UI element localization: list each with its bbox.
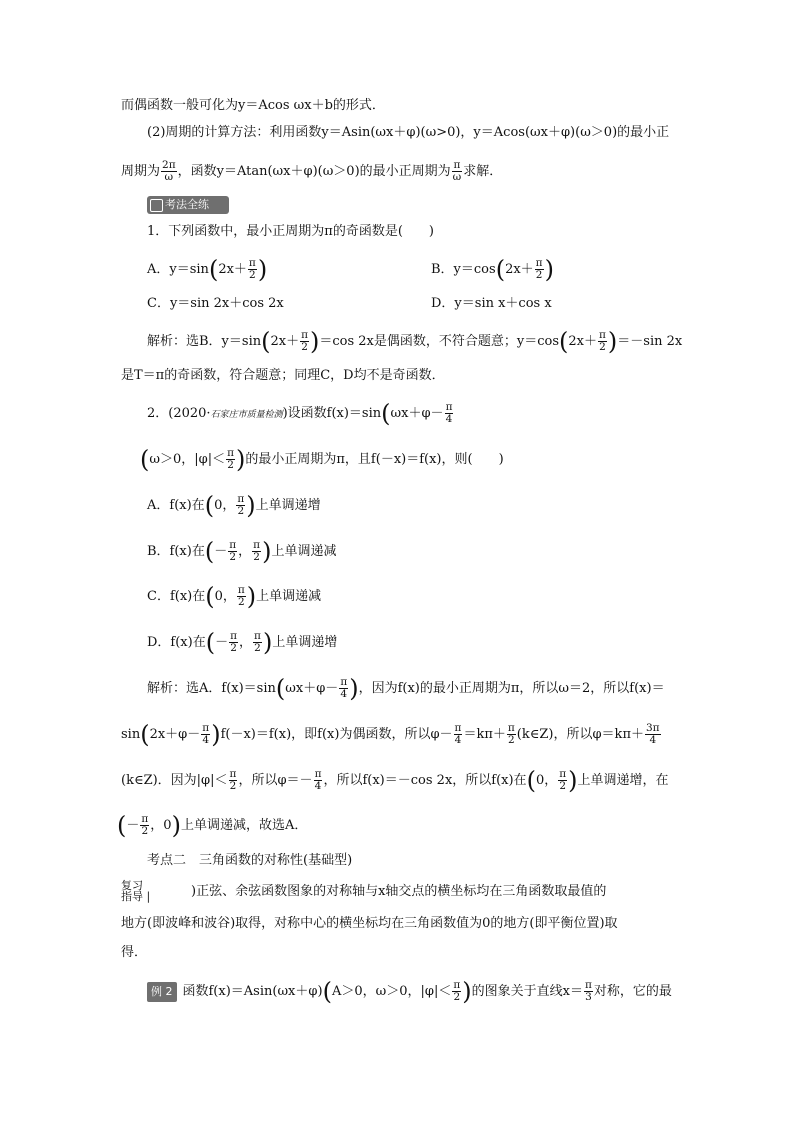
numerator: π (253, 539, 261, 551)
fraction (226, 448, 235, 471)
paren: ( (140, 720, 150, 749)
fraction (598, 330, 607, 353)
fraction (339, 677, 348, 700)
denominator: 2 (141, 825, 149, 837)
denominator: 2 (238, 596, 245, 608)
text: ， (238, 544, 252, 559)
denominator: 2 (230, 642, 237, 654)
numerator: π (445, 401, 453, 413)
fraction (314, 769, 323, 792)
numerator: π (202, 722, 210, 734)
paren: ) (462, 977, 472, 1006)
text: f(－x)＝f(x)，即f(x)为偶函数，所以φ－ (220, 727, 453, 742)
numerator: π (340, 676, 348, 688)
fraction (161, 160, 177, 183)
example-badge: 例 2 (147, 982, 177, 1002)
numerator: π (229, 768, 237, 780)
review-label-bottom (121, 891, 173, 902)
text: A．y＝sin (147, 262, 209, 277)
text: 上单调递减 (271, 544, 337, 559)
fraction (248, 258, 257, 281)
solution-2-line3 (121, 766, 669, 795)
fraction (535, 258, 544, 281)
text: 的最小正周期为π，且f(－x)＝f(x)，则( ) (245, 452, 504, 467)
question-1: 1．下列函数中，最小正周期为π的奇函数是( ) (147, 224, 434, 239)
paren: ( (495, 255, 506, 284)
paren: ( (261, 327, 271, 356)
numerator: π (230, 630, 238, 642)
numerator: π (535, 257, 543, 269)
text: 上单调递增 (255, 498, 321, 513)
numerator: π (301, 329, 308, 341)
text: ，所以φ＝－ (238, 773, 313, 788)
fraction (253, 631, 262, 654)
paren: ( (208, 255, 219, 284)
source-note: 石家庄市质量检测 (210, 410, 283, 420)
fraction (229, 769, 238, 792)
paren: ) (349, 674, 359, 703)
text: 周期为 (121, 164, 161, 179)
text: 0， (535, 773, 558, 788)
text: 0， (214, 589, 236, 604)
review-line-2: 地方(即波峰和波谷)取得，对称中心的横坐标均在三角函数值为0的地方(即平衡位置)取 (121, 916, 618, 931)
denominator: 2 (301, 341, 308, 353)
text: ωx＋φ－ (285, 681, 339, 696)
denominator: 4 (202, 734, 210, 746)
text: 2x＋ (218, 262, 247, 277)
text: 函数f(x)＝Asin(ωx＋φ) (182, 984, 323, 999)
numerator: π (248, 257, 256, 269)
denominator: 4 (454, 734, 462, 746)
practice-badge (147, 196, 229, 214)
numerator: π (254, 630, 261, 642)
paren: ( (205, 582, 215, 611)
denominator: ω (164, 171, 174, 183)
text: － (215, 635, 229, 650)
denominator: 2 (559, 780, 567, 792)
text: C．f(x)在 (147, 589, 206, 604)
option-2a (147, 491, 321, 520)
solution-2-line2 (121, 720, 662, 749)
section-heading: 考点二 三角函数的对称性(基础型) (147, 853, 353, 868)
option-1a (147, 255, 268, 284)
denominator: 2 (229, 551, 237, 563)
fraction (445, 402, 454, 425)
option-1b (431, 255, 554, 284)
denominator: 2 (249, 269, 256, 281)
text-line: (2)周期的计算方法：利用函数y＝Asin(ωx＋φ)(ω>0)，y＝Acos(ωx＋φ)(ω＞0)的最小正 (147, 125, 670, 140)
text: 对称，它的最 (593, 984, 672, 999)
text: (k∈Z)，所以φ＝kπ＋ (516, 727, 644, 742)
paren: ( (381, 399, 391, 428)
numerator: π (453, 979, 461, 991)
text: 上单调递增，在 (577, 773, 669, 788)
paren: ( (322, 977, 332, 1006)
text: ＝kπ＋ (463, 727, 506, 742)
text: ，0 (150, 818, 172, 833)
fraction (229, 631, 238, 654)
bar: | (146, 890, 151, 903)
review-guide-label (121, 880, 173, 902)
numerator: π (599, 329, 606, 341)
paren: ( (140, 445, 150, 474)
text: ，因为f(x)的最小正周期为π，所以ω＝2，所以f(x)＝ (358, 681, 665, 696)
paren: ( (204, 537, 215, 566)
review-line-3: 得． (121, 945, 148, 960)
text: 上单调递减，故选A． (180, 818, 308, 833)
text: 2x＋ (568, 334, 597, 349)
numerator: π (507, 722, 515, 734)
numerator: π (454, 722, 462, 734)
denominator: 2 (227, 459, 234, 471)
fraction (228, 540, 237, 563)
option-2c (147, 582, 322, 611)
denominator: 3 (585, 991, 592, 1003)
denominator: 4 (445, 413, 453, 425)
fraction (252, 540, 261, 563)
denominator: 2 (254, 642, 261, 654)
paren: ) (246, 582, 257, 611)
numerator: π (141, 813, 149, 825)
fraction (236, 494, 245, 517)
text: 指导 (121, 890, 143, 903)
text: － (126, 818, 140, 833)
denominator: 2 (453, 991, 461, 1003)
fraction (645, 723, 661, 746)
fraction (140, 814, 149, 837)
denominator: 4 (649, 734, 657, 746)
text-line: 而偶函数一般可化为y＝Acos ωx＋b的形式． (121, 98, 385, 113)
text: ＝cos 2x是偶函数，不符合题意；y＝cos (319, 334, 560, 349)
paren: ) (211, 720, 221, 749)
solution-1-cont: 是T＝π的奇函数，符合题意；同理C，D均不是奇函数． (121, 368, 445, 383)
paren: ) (246, 491, 256, 520)
text: 解析：选B．y＝sin (147, 334, 262, 349)
fraction (452, 160, 463, 183)
option-2d (147, 628, 338, 657)
denominator: 2 (535, 269, 543, 281)
numerator: 3π (645, 722, 660, 734)
text: B．y＝cos (431, 262, 496, 277)
badge-label: 考法全练 (165, 198, 209, 211)
fraction (507, 723, 516, 746)
denominator: 2 (229, 780, 237, 792)
numerator: π (559, 768, 567, 780)
text: 上单调递增 (272, 635, 338, 650)
text: sin (121, 727, 141, 742)
paren: ( (559, 327, 569, 356)
numerator: 2π (162, 159, 176, 171)
text: B．f(x)在 (147, 544, 205, 559)
review-line-1 (121, 880, 606, 902)
numerator: π (453, 159, 461, 171)
fraction (201, 723, 210, 746)
denominator: 2 (237, 505, 245, 517)
paren: ) (568, 766, 578, 795)
text: ω＞0，|φ|＜ (149, 452, 226, 467)
text: 2x＋ (270, 334, 300, 349)
paren: ) (262, 628, 273, 657)
paren: ) (544, 255, 554, 284)
paren: ) (607, 327, 618, 356)
text: 2．(2020· (147, 406, 211, 421)
denominator: 2 (599, 341, 606, 353)
text: － (214, 544, 228, 559)
text: 2x＋ (505, 262, 534, 277)
numerator: π (314, 768, 322, 780)
paren: ( (526, 766, 536, 795)
text: ，函数y＝Atan(ωx＋φ)(ω＞0)的最小正周期为 (177, 164, 451, 179)
text: A＞0，ω＞0，|φ|＜ (331, 984, 452, 999)
paren: ( (204, 491, 215, 520)
solution-2 (147, 674, 665, 703)
text: D．f(x)在 (147, 635, 206, 650)
denominator: 2 (253, 551, 260, 563)
solution-1 (147, 327, 683, 356)
numerator: π (584, 979, 592, 991)
numerator: π (227, 447, 235, 459)
numerator: π (237, 584, 245, 596)
question-2-cont (140, 445, 504, 474)
denominator: 2 (507, 734, 515, 746)
numerator: π (229, 539, 237, 551)
option-1c: C．y＝sin 2x＋cos 2x (147, 296, 284, 311)
denominator: 4 (340, 688, 348, 700)
paren: ) (262, 537, 272, 566)
example-2 (147, 977, 672, 1006)
denominator: ω (452, 171, 462, 183)
text: 2x＋φ－ (149, 727, 201, 742)
fraction (558, 769, 567, 792)
text: 上单调递减 (256, 589, 322, 604)
paren: ( (275, 674, 286, 703)
numerator: π (237, 493, 245, 505)
paren: ) (236, 445, 246, 474)
text: 的图象关于直线x＝ (471, 984, 583, 999)
text: 求解． (463, 164, 503, 179)
fraction (454, 723, 463, 746)
option-1d: D．y＝sin x＋cos x (431, 296, 552, 311)
option-2b (147, 537, 337, 566)
text: ωx＋φ－ (390, 406, 444, 421)
pencil-icon (150, 199, 163, 212)
fraction (584, 980, 593, 1003)
review-label-top: 复习 (121, 879, 143, 892)
denominator: 4 (314, 780, 322, 792)
text: ，所以f(x)＝－cos 2x，所以f(x)在 (323, 773, 527, 788)
paren: ) (310, 327, 320, 356)
text: )正弦、余弦函数图象的对称轴与x轴交点的横坐标均在三角函数取最值的 (191, 883, 607, 899)
text: ＝－sin 2x (617, 334, 683, 349)
text: A．f(x)在 (147, 498, 205, 513)
text-line (121, 160, 502, 183)
paren: ) (171, 811, 181, 840)
text: (k∈Z)．因为|φ|＜ (121, 773, 228, 788)
text: )设函数f(x)＝sin (282, 406, 382, 421)
paren: ( (117, 811, 127, 840)
paren: ) (257, 255, 268, 284)
question-2 (147, 399, 454, 428)
paren: ( (205, 628, 216, 657)
fraction (237, 585, 246, 608)
text: ， (239, 635, 253, 650)
text: 0， (214, 498, 236, 513)
text: 解析：选A．f(x)＝sin (147, 681, 276, 696)
fraction (300, 330, 309, 353)
fraction (452, 980, 461, 1003)
solution-2-line4 (117, 811, 308, 840)
